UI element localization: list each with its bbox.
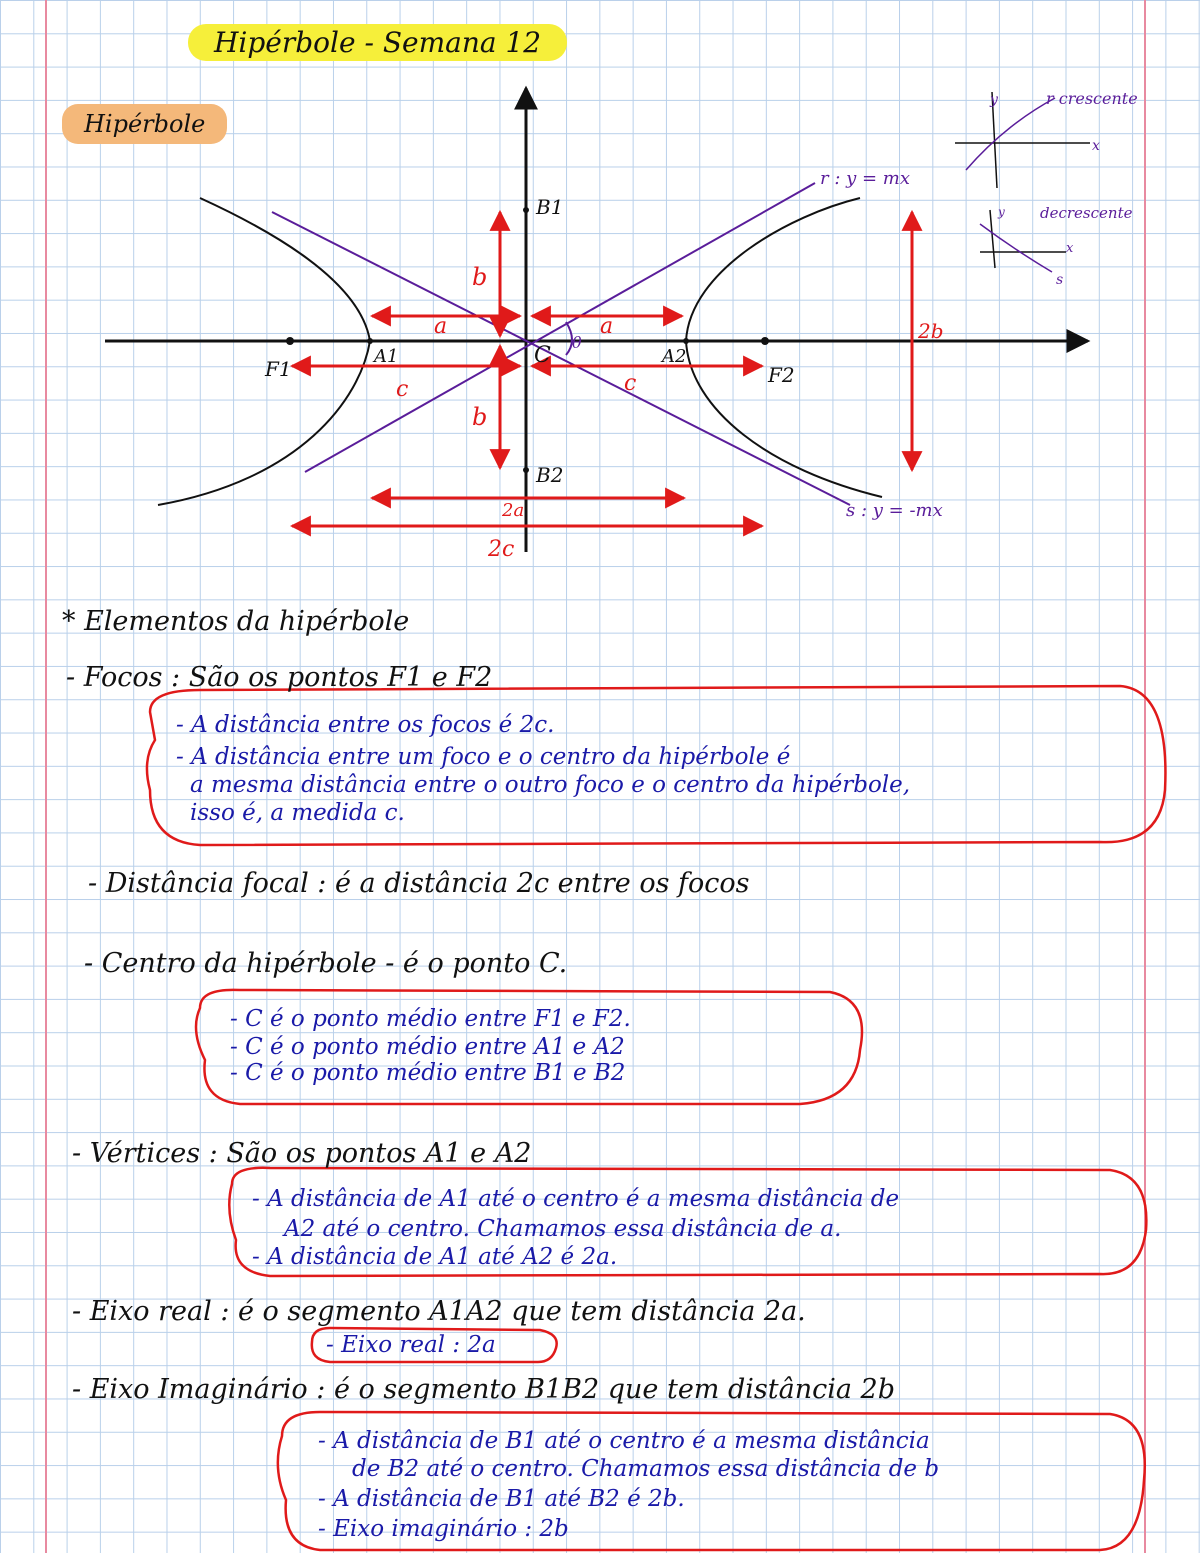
eixo-imaginario-bullet-1: - A distância de B1 até o centro é a mesma distância [318,1428,930,1454]
vertices-line: - Vértices : São os pontos A1 e A2 [72,1138,532,1169]
centro-line: - Centro da hipérbole - é o ponto C. [84,948,568,979]
focos-bullet-2: - A distância entre um foco e o centro da hipérbole é [176,744,791,770]
elements-heading: * Elementos da hipérbole [62,606,410,637]
vertices-bullet-1: - A distância de A1 até o centro é a mesma distância de [252,1186,900,1212]
eixo-real-bullet: - Eixo real : 2a [326,1332,496,1358]
distancia-focal-line: - Distância focal : é a distância 2c entre os focos [88,868,750,899]
inset-dec-x-label: x [1066,241,1074,256]
label-a1: A1 [374,346,399,367]
focos-bullet-4: isso é, a medida c. [190,800,405,826]
label-b-bottom: b [472,403,488,431]
label-c-left: c [396,377,409,402]
label-a-left: a [434,314,448,339]
inset-inc-label: r crescente [1046,89,1138,108]
label-2b: 2b [918,319,944,343]
label-theta: θ [572,333,582,352]
inset-dec-y-label: y [998,205,1005,219]
page-title: Hipérbole - Semana 12 [188,24,567,61]
label-a-right: a [600,314,614,339]
eixo-imaginario-bullet-2: de B2 até o centro. Chamamos essa distância de b [352,1456,940,1482]
label-asymptote-r: r : y = mx [820,168,911,189]
section-tag: Hipérbole [62,104,227,144]
label-center: C [534,343,551,368]
eixo-imaginario-bullet-3: - A distância de B1 até B2 é 2b. [318,1486,685,1512]
centro-bullet-1: - C é o ponto médio entre F1 e F2. [230,1006,631,1032]
label-2a: 2a [502,500,525,521]
centro-bullet-2: - C é o ponto médio entre A1 e A2 [230,1034,625,1060]
inset-inc-x-label: x [1092,138,1100,154]
label-a2: A2 [662,346,687,367]
label-f1: F1 [265,357,292,381]
label-c-right: c [624,371,637,396]
focos-bullet-1: - A distância entre os focos é 2c. [176,712,555,738]
eixo-real-line: - Eixo real : é o segmento A1A2 que tem distância 2a. [72,1296,806,1327]
inset-dec-line-label: s [1056,272,1064,288]
centro-bullet-3: - C é o ponto médio entre B1 e B2 [230,1060,626,1086]
label-asymptote-s: s : y = -mx [846,500,943,521]
label-2c: 2c [488,537,515,562]
inset-dec-label: decrescente [1040,204,1133,222]
label-b-top: b [472,263,488,291]
vertices-bullet-2: A2 até o centro. Chamamos essa distância de a. [284,1216,842,1242]
eixo-imaginario-bullet-4: - Eixo imaginário : 2b [318,1516,569,1542]
label-f2: F2 [768,363,795,387]
label-b2: B2 [536,463,564,487]
label-b1: B1 [536,195,564,219]
focos-line: - Focos : São os pontos F1 e F2 [66,662,493,693]
inset-inc-y-label: y [990,92,998,108]
focos-bullet-3: a mesma distância entre o outro foco e o centro da hipérbole, [190,772,911,798]
eixo-imaginario-line: - Eixo Imaginário : é o segmento B1B2 que tem distância 2b [72,1374,895,1405]
vertices-bullet-3: - A distância de A1 até A2 é 2a. [252,1244,618,1270]
